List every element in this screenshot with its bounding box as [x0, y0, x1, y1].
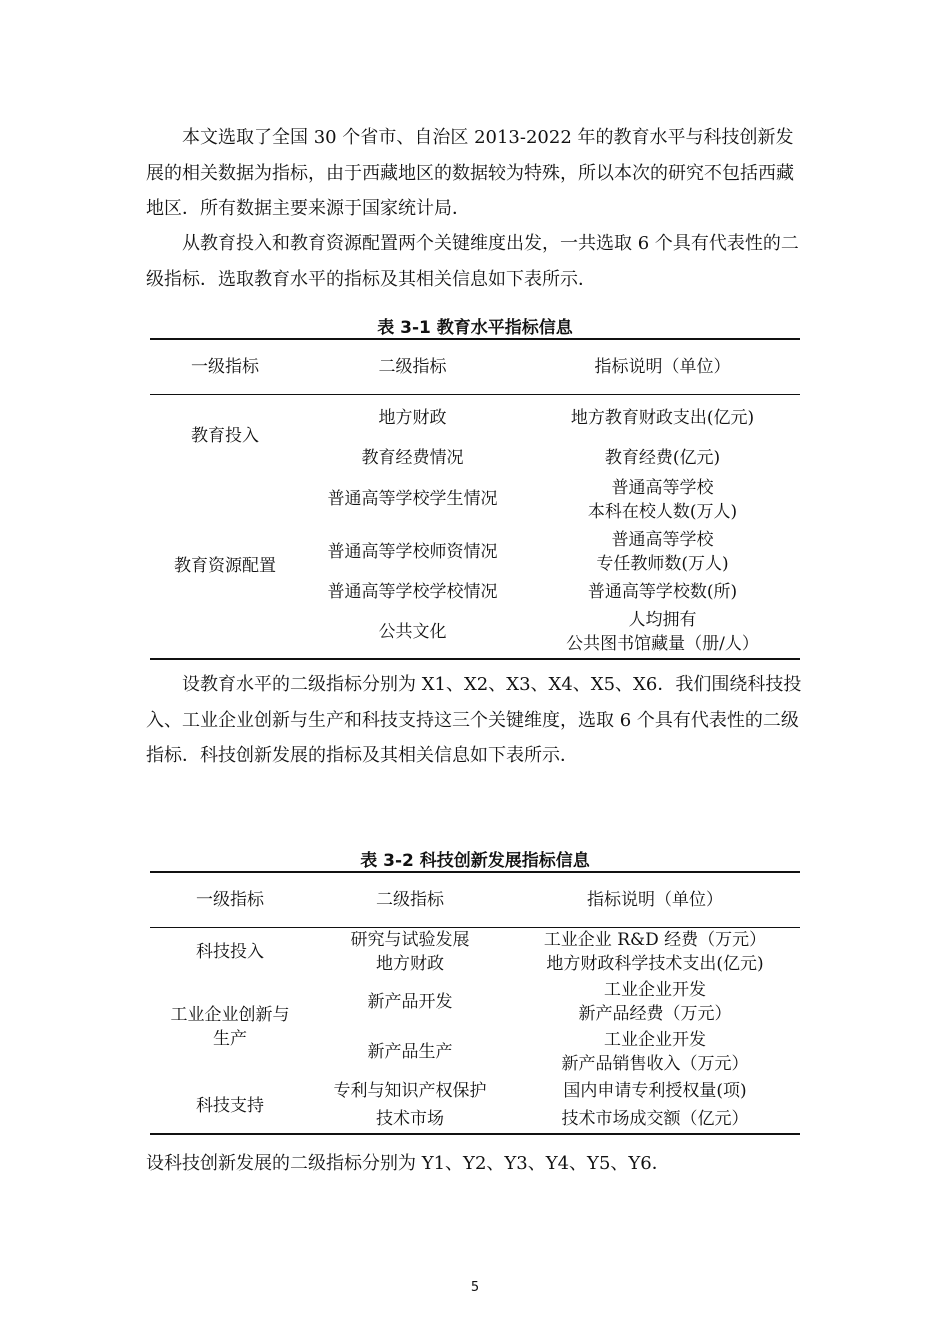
desc-line: 本科在校人数(万人)	[587, 502, 738, 522]
table2-row-level2	[310, 1077, 510, 1133]
table2-caption: 表 3-2 科技创新发展指标信息	[360, 851, 590, 871]
desc-line: 国内申请专利授权量(项)	[563, 1081, 747, 1101]
table2-group-tech-input: 科技投入	[196, 942, 264, 962]
table2-bottom-rule	[150, 1133, 800, 1135]
desc-line: 公共图书馆藏量（册/人）	[566, 634, 759, 654]
table1-row-desc	[525, 528, 800, 576]
table1-row-desc	[525, 476, 800, 524]
group-line: 生产	[213, 1029, 247, 1049]
group-line: 工业企业创新与	[170, 1005, 290, 1025]
desc-line: 专任教师数(万人)	[596, 554, 729, 574]
table1-row-level2: 教育经费情况	[361, 448, 464, 468]
table1-group-education-input: 教育投入	[191, 426, 259, 446]
desc-line: 普通高等学校	[611, 478, 714, 498]
paragraph-intro: 本文选取了全国 30 个省市、自治区 2013-2022 年的教育水平与科技创新发展的相关数据为指标，由于西藏地区的数据较为特殊，所以本次的研究不包括西藏地区．所有数据主要来源于国家统计局．	[146, 127, 794, 219]
table1-header-rule	[150, 394, 800, 395]
table1-row-level2: 普通高等学校学生情况	[327, 489, 498, 509]
level2-line: 研究与试验发展	[350, 930, 470, 950]
desc-line: 工业企业 R&D 经费（万元）	[543, 930, 767, 950]
desc-line: 地方财政科学技术支出(亿元)	[546, 954, 764, 974]
table-education-indicators	[150, 338, 800, 662]
level2-line: 地方财政	[376, 954, 444, 974]
paragraph-tech-vars: 设科技创新发展的二级指标分别为 Y1、Y2、Y3、Y4、Y5、Y6．	[146, 1153, 670, 1174]
table2-header-level2: 二级指标	[376, 890, 444, 910]
table2-group-tech-support: 科技支持	[196, 1096, 264, 1116]
table-tech-innovation-indicators	[150, 871, 800, 1141]
desc-line: 工业企业开发	[604, 1030, 706, 1050]
desc-line: 新产品经费（万元）	[578, 1004, 732, 1024]
table1-row-level2: 普通高等学校学校情况	[327, 582, 498, 602]
table1-row-level2: 公共文化	[378, 622, 447, 642]
level2-line: 专利与知识产权保护	[333, 1081, 487, 1101]
table2-row-desc	[510, 1077, 800, 1133]
table2-row-desc	[510, 978, 800, 1026]
table1-row-level2: 普通高等学校师资情况	[327, 542, 498, 562]
desc-line: 技术市场成交额（亿元）	[561, 1109, 749, 1129]
page-number: 5	[470, 1280, 480, 1295]
table1-header-desc: 指标说明（单位）	[594, 357, 731, 377]
table1-group-education-resources: 教育资源配置	[174, 556, 276, 576]
table2-row-desc	[510, 928, 800, 976]
table2-row-level2: 新产品开发	[367, 992, 453, 1012]
table1-caption: 表 3-1 教育水平指标信息	[377, 318, 573, 338]
table2-row-level2: 新产品生产	[367, 1042, 453, 1062]
table2-header-level1: 一级指标	[196, 890, 264, 910]
table2-top-rule	[150, 871, 800, 873]
table2-row-level2	[310, 928, 510, 976]
desc-line: 普通高等学校	[611, 530, 714, 550]
table2-header-desc: 指标说明（单位）	[587, 890, 723, 910]
table1-top-rule	[150, 338, 800, 340]
table1-header-level2: 二级指标	[378, 357, 447, 377]
table1-row-desc: 地方教育财政支出(亿元)	[570, 408, 755, 428]
desc-line: 人均拥有	[628, 610, 697, 630]
table1-row-desc: 普通高等学校数(所)	[587, 582, 738, 602]
desc-line: 工业企业开发	[604, 980, 706, 1000]
table2-group-enterprise-innovation	[150, 1003, 310, 1051]
table1-row-desc: 教育经费(亿元)	[604, 448, 721, 468]
table1-row-level2: 地方财政	[378, 408, 447, 428]
level2-line: 技术市场	[376, 1109, 444, 1129]
paragraph-education-indicators: 从教育投入和教育资源配置两个关键维度出发，一共选取 6 个具有代表性的二级指标．选取教育水平的指标及其相关信息如下表所示．	[146, 233, 799, 290]
table1-header-level1: 一级指标	[191, 357, 259, 377]
table1-row-desc	[525, 608, 800, 656]
table2-row-desc	[510, 1028, 800, 1076]
desc-line: 新产品销售收入（万元）	[561, 1054, 749, 1074]
paragraph-education-vars: 设教育水平的二级指标分别为 X1、X2、X3、X4、X5、X6．我们围绕科技投入、工业企业创新与生产和科技支持这三个关键维度，选取 6 个具有代表性的二级指标．科技创新发展的指标及其相关信息如下表所示．	[146, 674, 802, 766]
table1-bottom-rule	[150, 658, 800, 660]
